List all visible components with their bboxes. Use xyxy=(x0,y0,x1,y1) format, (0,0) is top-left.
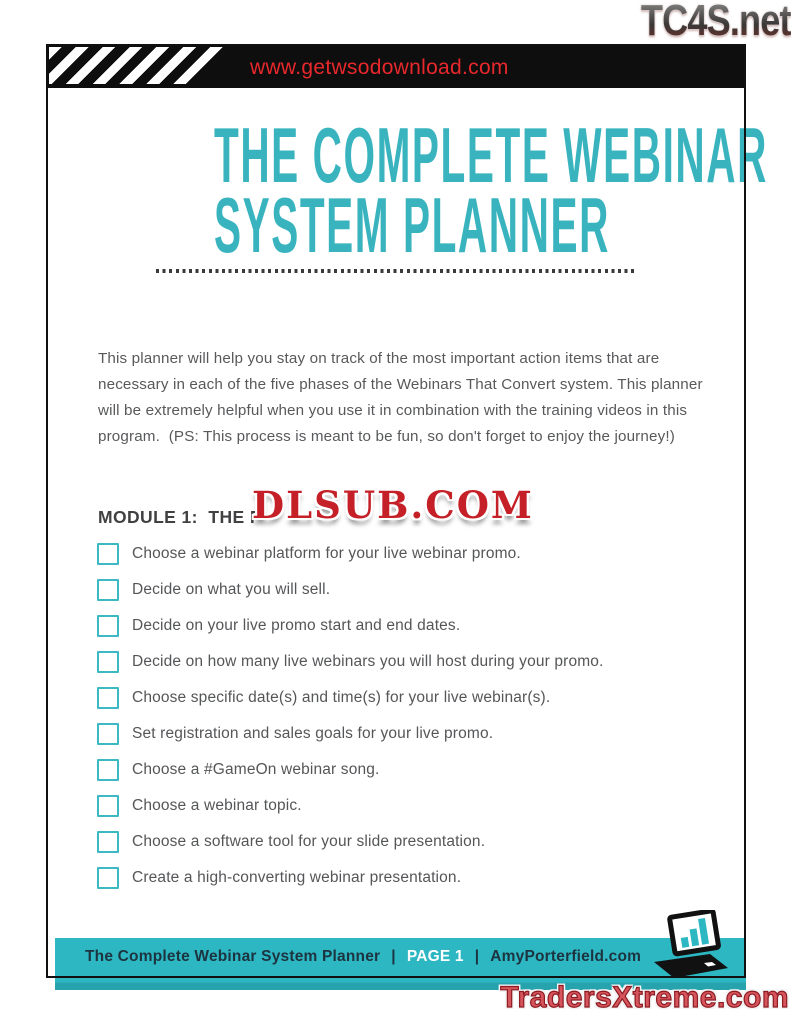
laptop-chart-icon xyxy=(648,910,732,982)
checkbox[interactable] xyxy=(97,651,119,673)
checkbox[interactable] xyxy=(97,543,119,565)
checkbox[interactable] xyxy=(97,723,119,745)
page-title xyxy=(46,111,768,269)
checkbox-label: Decide on your live promo start and end dates. xyxy=(132,617,461,634)
checkbox[interactable] xyxy=(97,615,119,637)
checkbox-label: Decide on how many live webinars you will host during your promo. xyxy=(132,653,604,670)
list-item xyxy=(97,795,604,817)
checkbox-label: Create a high-converting webinar presentation. xyxy=(132,869,462,886)
list-item xyxy=(97,579,604,601)
dotted-divider xyxy=(156,269,638,273)
list-item xyxy=(97,687,604,709)
header-bar xyxy=(46,44,746,88)
checkbox-label: Choose a webinar platform for your live webinar promo. xyxy=(132,545,521,562)
checkbox[interactable] xyxy=(97,867,119,889)
checkbox-label: Choose a webinar topic. xyxy=(132,797,302,814)
checkbox[interactable] xyxy=(97,579,119,601)
checkbox-label: Choose a #GameOn webinar song. xyxy=(132,761,380,778)
list-item xyxy=(97,831,604,853)
checkbox[interactable] xyxy=(97,795,119,817)
tc4s-watermark[interactable]: TC4S.net xyxy=(641,0,791,46)
checkbox-label: Decide on what you will sell. xyxy=(132,581,331,598)
page-title-line2: SYSTEM PLANNER xyxy=(214,181,610,269)
checkbox-label: Set registration and sales goals for your live promo. xyxy=(132,725,494,742)
diagonal-stripes-decoration xyxy=(49,47,235,84)
tradersxtreme-watermark[interactable]: TradersXtreme.com xyxy=(500,981,789,1014)
footer-doc-title: The Complete Webinar System Planner xyxy=(85,948,381,965)
list-item xyxy=(97,543,604,565)
checkbox-label: Choose a software tool for your slide presentation. xyxy=(132,833,486,850)
list-item xyxy=(97,651,604,673)
checkbox[interactable] xyxy=(97,687,119,709)
checkbox[interactable] xyxy=(97,759,119,781)
dlsub-watermark[interactable]: DLSUB.COM xyxy=(252,483,534,527)
checkbox-label: Choose specific date(s) and time(s) for your live webinar(s). xyxy=(132,689,551,706)
checkbox[interactable] xyxy=(97,831,119,853)
footer-separator: | xyxy=(474,948,480,965)
intro-paragraph: This planner will help you stay on track of the most important action items that are necessary in each of the five phases of the Webinars That Convert system. This planner will be extremely helpful when you use it in combination with the training videos in this program. (PS: This process is meant to be fun, so don't forget to enjoy the journey!) xyxy=(98,350,708,445)
list-item xyxy=(97,867,604,889)
list-item xyxy=(97,759,604,781)
module-1-heading: MODULE 1: THE P xyxy=(98,507,262,527)
footer-separator: | xyxy=(391,948,396,965)
page-title-line1: THE COMPLETE WEBINAR xyxy=(214,111,768,199)
header-url-watermark[interactable]: www.getwsodownload.com xyxy=(250,56,509,79)
module-1-checklist xyxy=(97,543,604,889)
list-item xyxy=(97,723,604,745)
footer-page-number: PAGE 1 xyxy=(406,948,464,965)
list-item xyxy=(97,615,604,637)
footer-site-link[interactable]: AmyPorterfield.com xyxy=(490,948,642,965)
